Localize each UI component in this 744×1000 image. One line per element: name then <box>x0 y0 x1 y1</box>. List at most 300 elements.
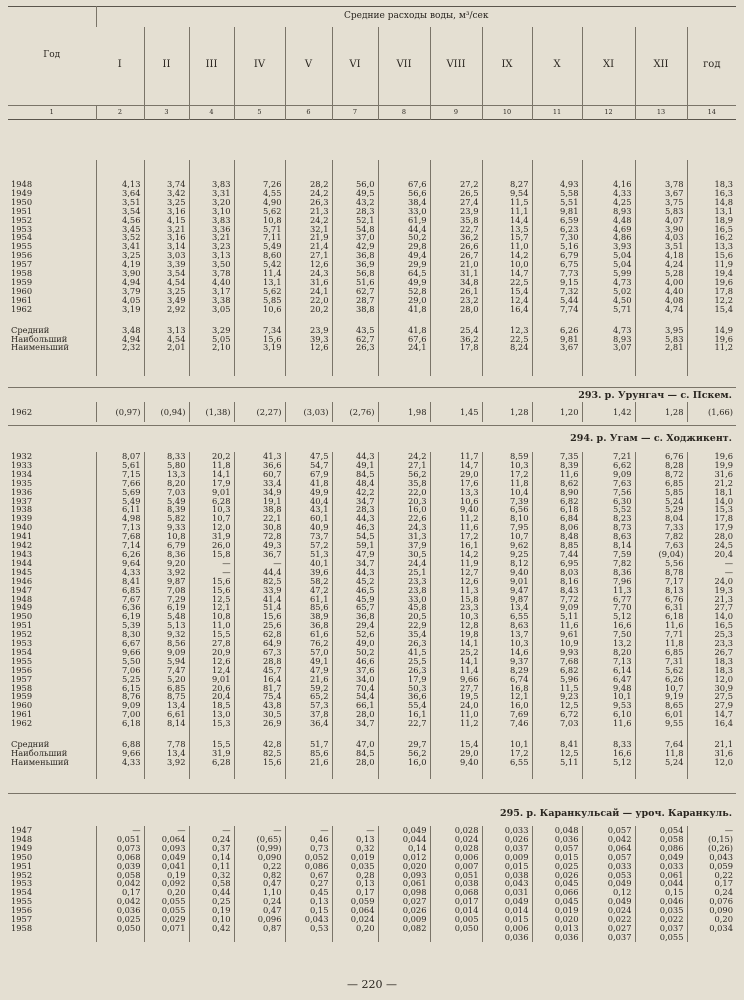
table-cell: 64,9 <box>234 639 285 648</box>
month-header: V <box>285 27 332 106</box>
table-cell: 5,80 <box>144 461 189 470</box>
table-cell: 15,4 <box>687 305 736 314</box>
column-number: 5 <box>234 105 285 119</box>
table-cell: (3,03) <box>285 402 332 422</box>
table-cell: 35,8 <box>430 216 482 225</box>
table-cell: 28,0 <box>430 305 482 314</box>
table-cell: — <box>234 826 285 835</box>
table-cell: 20,9 <box>189 648 234 657</box>
table-cell: 8,76 <box>96 692 144 701</box>
table-cell: 11,6 <box>532 621 582 630</box>
table-cell: 43,1 <box>285 505 332 514</box>
table-cell: 0,027 <box>378 897 430 906</box>
table-cell: 11,8 <box>635 639 687 648</box>
table-cell: 7,11 <box>234 233 285 242</box>
table-cell: 5,85 <box>635 488 687 497</box>
table-cell: 7,30 <box>532 233 582 242</box>
row-label: Наибольший <box>11 748 68 758</box>
table-cell: 9,53 <box>582 701 635 710</box>
table-cell: 19,1 <box>234 497 285 506</box>
table-cell: 14,0 <box>687 612 736 621</box>
table-cell: 50,3 <box>378 684 430 693</box>
table-cell: 44,4 <box>378 225 430 234</box>
row-label: 1932 <box>11 451 33 461</box>
table-cell: 56,6 <box>378 189 430 198</box>
table-cell: 14,7 <box>687 710 736 719</box>
row-label: 1950 <box>11 851 33 862</box>
table-cell: 12,5 <box>532 749 582 758</box>
table-cell: 31,6 <box>687 470 736 479</box>
table-cell: 3,67 <box>635 189 687 198</box>
table-cell: 12,6 <box>285 260 332 269</box>
table-cell: 22,1 <box>234 514 285 523</box>
row-label: 1951 <box>11 860 33 871</box>
table-cell: 0,038 <box>482 871 532 880</box>
table-cell: 16,4 <box>234 675 285 684</box>
table-cell: 61,1 <box>285 595 332 604</box>
table-cell: 0,014 <box>430 906 482 915</box>
table-cell: 13,2 <box>582 639 635 648</box>
table-cell: 0,071 <box>144 924 189 933</box>
table-cell: 9,66 <box>96 648 144 657</box>
table-cell: 7,33 <box>635 523 687 532</box>
table-cell: 4,48 <box>582 216 635 225</box>
table-cell: 3,51 <box>96 198 144 207</box>
table-cell: 26,1 <box>430 287 482 296</box>
table-cell: 31,1 <box>430 269 482 278</box>
table-cell <box>96 933 144 942</box>
table-cell: 0,036 <box>532 933 582 942</box>
table-cell: 0,47 <box>234 879 285 888</box>
table-cell: 3,78 <box>189 269 234 278</box>
table-cell: 23,2 <box>430 296 482 305</box>
table-cell: 10,7 <box>635 684 687 693</box>
table-cell: 5,11 <box>532 758 582 767</box>
table-cell: 9,15 <box>532 278 582 287</box>
table-cell: 27,2 <box>430 180 482 189</box>
row-label: 1934 <box>11 468 33 479</box>
row-label: 1935 <box>11 477 33 488</box>
table-cell: 0,098 <box>378 888 430 897</box>
table-cell: 26,3 <box>378 666 430 675</box>
table-cell: 10,0 <box>482 260 532 269</box>
table-cell: 9,40 <box>430 758 482 767</box>
table-cell: 8,33 <box>144 452 189 461</box>
table-cell: 36,8 <box>332 251 378 260</box>
table-cell: 17,2 <box>430 532 482 541</box>
table-cell: 6,30 <box>582 497 635 506</box>
table-cell: 1,10 <box>234 888 285 897</box>
table-cell: 8,14 <box>582 541 635 550</box>
table-cell: 8,93 <box>582 335 635 344</box>
table-cell: — <box>687 826 736 835</box>
table-cell: 0,044 <box>635 879 687 888</box>
row-label: 1948 <box>11 593 33 604</box>
table-cell: 0,096 <box>234 915 285 924</box>
table-cell: (0,99) <box>234 844 285 853</box>
table-cell: 7,08 <box>144 586 189 595</box>
table-cell: 8,73 <box>582 523 635 532</box>
table-cell: 40,1 <box>285 559 332 568</box>
table-cell: 12,0 <box>687 675 736 684</box>
table-cell: 17,9 <box>378 675 430 684</box>
row-label: 1958 <box>11 268 33 279</box>
table-cell: 3,74 <box>144 180 189 189</box>
column-number: 12 <box>582 105 635 119</box>
table-cell: 0,027 <box>582 924 635 933</box>
table-cell: 0,064 <box>582 844 635 853</box>
table-cell: 9,87 <box>482 595 532 604</box>
table-cell: 4,33 <box>96 568 144 577</box>
table-cell: 9,54 <box>482 189 532 198</box>
table-cell: 18,9 <box>687 216 736 225</box>
column-number: 4 <box>189 105 234 119</box>
table-cell: 9,01 <box>482 577 532 586</box>
table-cell: 7,34 <box>234 326 285 335</box>
table-cell: 37,9 <box>378 541 430 550</box>
table-cell: 9,87 <box>144 577 189 586</box>
table-cell: 6,36 <box>96 603 144 612</box>
table-cell: 4,08 <box>635 296 687 305</box>
table-cell: 28,0 <box>332 758 378 767</box>
table-cell <box>234 933 285 942</box>
table-cell: 8,36 <box>582 568 635 577</box>
table-cell: 7,47 <box>144 666 189 675</box>
table-cell: 12,5 <box>189 595 234 604</box>
table-cell: 5,20 <box>144 675 189 684</box>
table-cell: 12,1 <box>189 603 234 612</box>
table-cell: 0,22 <box>234 862 285 871</box>
table-cell: 36,6 <box>378 692 430 701</box>
table-cell: 2,81 <box>635 343 687 352</box>
table-cell: 11,8 <box>482 479 532 488</box>
table-cell: 5,39 <box>96 621 144 630</box>
table-cell: 9,40 <box>430 505 482 514</box>
row-label: 1955 <box>11 241 33 252</box>
table-cell: 11,9 <box>430 559 482 568</box>
table-cell: 11,6 <box>635 621 687 630</box>
table-cell: 36,2 <box>430 335 482 344</box>
table-cell: 1,28 <box>635 402 687 422</box>
table-cell: 16,5 <box>687 621 736 630</box>
table-cell: 6,14 <box>582 666 635 675</box>
table-cell: 26,3 <box>332 343 378 352</box>
table-cell: 0,25 <box>189 897 234 906</box>
table-cell: (1,66) <box>687 402 736 422</box>
table-cell: 0,005 <box>430 915 482 924</box>
table-cell: 0,58 <box>189 879 234 888</box>
table-cell: 8,12 <box>482 559 532 568</box>
table-cell: 15,6 <box>234 758 285 767</box>
table-cell: 64,5 <box>378 269 430 278</box>
table-cell: 12,2 <box>687 296 736 305</box>
table-cell: 37,0 <box>332 233 378 242</box>
table-cell: 47,5 <box>285 452 332 461</box>
table-cell: 46,5 <box>332 586 378 595</box>
table-cell: 9,61 <box>532 630 582 639</box>
table-cell: 42,2 <box>332 488 378 497</box>
table-cell: 10,3 <box>482 639 532 648</box>
table-cell: 16,0 <box>378 505 430 514</box>
table-cell: 52,6 <box>332 630 378 639</box>
table-cell: 6,26 <box>532 326 582 335</box>
table-cell: 0,026 <box>482 835 532 844</box>
table-cell: 29,0 <box>430 749 482 758</box>
row-label: 1960 <box>11 700 33 711</box>
table-cell: 12,3 <box>482 326 532 335</box>
table-row <box>8 402 736 422</box>
table-cell: 5,44 <box>532 296 582 305</box>
table-cell: 48,4 <box>332 479 378 488</box>
column-number: 10 <box>482 105 532 119</box>
table-cell: (0,65) <box>234 835 285 844</box>
row-label: 1948 <box>11 179 33 189</box>
table-cell: 47,2 <box>285 586 332 595</box>
table-cell: 12,6 <box>430 577 482 586</box>
table-cell: (0,97) <box>96 402 144 422</box>
table-cell: 7,00 <box>96 710 144 719</box>
table-cell: 0,048 <box>532 826 582 835</box>
table-cell: 10,6 <box>430 497 482 506</box>
table-cell: 60,1 <box>285 514 332 523</box>
table-cell: 36,9 <box>332 260 378 269</box>
table-cell: 19,4 <box>687 269 736 278</box>
table-cell: 5,12 <box>582 758 635 767</box>
table-cell: (2,27) <box>234 402 285 422</box>
table-cell: 0,024 <box>582 906 635 915</box>
table-cell: 24,3 <box>285 269 332 278</box>
table-cell: 31,9 <box>189 532 234 541</box>
table-cell: 4,56 <box>96 216 144 225</box>
table-cell: 0,033 <box>635 862 687 871</box>
table-cell: 47,0 <box>332 740 378 749</box>
table-cell: 38,8 <box>234 505 285 514</box>
row-label: 1950 <box>11 611 33 622</box>
table-cell: 8,65 <box>635 701 687 710</box>
table-cell: 3,41 <box>96 242 144 251</box>
table-cell: 44,3 <box>332 452 378 461</box>
table-cell: 8,43 <box>532 586 582 595</box>
row-label: 1955 <box>11 655 33 666</box>
table-cell: 4,07 <box>635 216 687 225</box>
table-cell: 0,19 <box>189 906 234 915</box>
table-cell: 5,69 <box>96 488 144 497</box>
table-cell: 34,7 <box>332 719 378 728</box>
table-cell: 5,49 <box>96 497 144 506</box>
table-cell: 19,5 <box>430 692 482 701</box>
table-cell: 0,038 <box>430 879 482 888</box>
table-cell: 65,2 <box>285 692 332 701</box>
row-label: 1961 <box>11 709 33 720</box>
table-cell: 16,4 <box>687 719 736 728</box>
table-cell: — <box>96 826 144 835</box>
table-cell: 4,54 <box>144 335 189 344</box>
table-cell: 14,1 <box>189 470 234 479</box>
table-cell: 9,09 <box>144 648 189 657</box>
table-cell: 11,2 <box>430 719 482 728</box>
table-cell: 6,82 <box>532 666 582 675</box>
table-cell: 11,4 <box>430 666 482 675</box>
table-cell: 5,02 <box>582 287 635 296</box>
table-cell: 5,85 <box>234 296 285 305</box>
table-cell: 7,03 <box>532 719 582 728</box>
table-cell: 8,03 <box>532 568 582 577</box>
table-cell: 6,95 <box>532 559 582 568</box>
table-cell: 9,01 <box>189 675 234 684</box>
table-cell: 15,4 <box>430 740 482 749</box>
table-cell: 21,1 <box>687 740 736 749</box>
table-cell: 2,10 <box>189 343 234 352</box>
table-cell: 4,05 <box>96 296 144 305</box>
table-cell: 57,0 <box>285 648 332 657</box>
table-cell: 38,8 <box>332 305 378 314</box>
table-cell: 6,28 <box>189 497 234 506</box>
table-cell: 0,24 <box>687 888 736 897</box>
table-cell: 0,043 <box>482 879 532 888</box>
table-cell: 6,11 <box>96 505 144 514</box>
table-cell: 6,62 <box>582 461 635 470</box>
table-cell: 8,72 <box>635 470 687 479</box>
table-cell: 36,8 <box>332 612 378 621</box>
row-label: 1957 <box>11 673 33 684</box>
table-cell: 9,23 <box>532 692 582 701</box>
table-cell: 27,5 <box>687 692 736 701</box>
table-cell: 6,10 <box>582 710 635 719</box>
table-cell: 6,74 <box>482 675 532 684</box>
table-cell: 5,24 <box>635 758 687 767</box>
table-cell: 3,90 <box>96 269 144 278</box>
table-cell: 26,3 <box>378 639 430 648</box>
table-cell: 26,7 <box>687 648 736 657</box>
row-label: 1947 <box>11 825 33 835</box>
table-cell: 11,0 <box>430 710 482 719</box>
table-cell: 19,3 <box>687 586 736 595</box>
table-cell: 6,76 <box>635 452 687 461</box>
table-cell: 0,47 <box>234 906 285 915</box>
table-row <box>8 343 736 352</box>
table-cell: 0,015 <box>482 915 532 924</box>
table-cell: 6,85 <box>96 586 144 595</box>
table-cell: 52,8 <box>378 287 430 296</box>
table-cell: 14,1 <box>430 657 482 666</box>
table-cell: 24,2 <box>285 189 332 198</box>
table-cell: 50,2 <box>332 648 378 657</box>
table-cell: 43,8 <box>234 701 285 710</box>
table-cell: 22,5 <box>482 278 532 287</box>
table-cell: 8,93 <box>582 207 635 216</box>
table-cell: 4,13 <box>96 180 144 189</box>
table-cell: 5,82 <box>144 514 189 523</box>
table-cell: 0,086 <box>285 862 332 871</box>
table-cell: 13,5 <box>482 225 532 234</box>
table-cell: — <box>234 559 285 568</box>
table-cell: 18,5 <box>189 701 234 710</box>
table-cell: 24,2 <box>378 452 430 461</box>
row-label: 1954 <box>11 646 33 657</box>
table-cell: 13,4 <box>482 603 532 612</box>
table-cell: 3,38 <box>189 296 234 305</box>
table-cell: 3,95 <box>635 326 687 335</box>
table-cell: 82,5 <box>234 577 285 586</box>
table-cell: 57,3 <box>285 701 332 710</box>
table-cell <box>332 933 378 942</box>
table-cell: 3,25 <box>144 287 189 296</box>
table-cell: 11,6 <box>532 470 582 479</box>
table-cell: 0,014 <box>482 906 532 915</box>
table-cell: 6,19 <box>144 603 189 612</box>
table-cell: 6,88 <box>96 740 144 749</box>
column-number: 2 <box>96 105 144 119</box>
table-cell: 9,01 <box>189 488 234 497</box>
table-cell: 25,6 <box>234 621 285 630</box>
table-cell: 24,1 <box>285 287 332 296</box>
row-label: Средний <box>11 324 50 335</box>
table-cell: 5,99 <box>582 269 635 278</box>
table-cell: 7,72 <box>532 595 582 604</box>
table-cell: 10,8 <box>189 612 234 621</box>
table-cell: 3,25 <box>144 198 189 207</box>
table-cell: 22,0 <box>285 296 332 305</box>
table-cell: 14,7 <box>430 461 482 470</box>
table-cell: 7,13 <box>582 657 635 666</box>
table-cell: 0,15 <box>285 906 332 915</box>
table-cell: 19,8 <box>430 630 482 639</box>
table-cell: 84,5 <box>332 470 378 479</box>
table-cell: 0,064 <box>332 906 378 915</box>
table-cell: 24,0 <box>687 577 736 586</box>
table-cell: 0,20 <box>687 915 736 924</box>
month-header: IV <box>234 27 285 106</box>
table-cell: 0,67 <box>285 871 332 880</box>
table-cell: 27,1 <box>378 461 430 470</box>
table-cell: 44,4 <box>234 568 285 577</box>
table-cell: 0,32 <box>332 844 378 853</box>
table-cell: 0,059 <box>332 897 378 906</box>
table-cell: 0,093 <box>144 844 189 853</box>
table-cell: 49,0 <box>332 639 378 648</box>
table-cell: 3,19 <box>234 343 285 352</box>
table-cell: 18,3 <box>687 666 736 675</box>
table-cell: 0,092 <box>144 879 189 888</box>
table-cell: 2,32 <box>96 343 144 352</box>
table-cell: 6,15 <box>96 684 144 693</box>
table-cell: 8,23 <box>582 514 635 523</box>
table-cell: 6,26 <box>635 675 687 684</box>
row-label: 1958 <box>11 922 33 933</box>
table-cell: 15,3 <box>687 505 736 514</box>
column-number: 7 <box>332 105 378 119</box>
table-cell: 4,19 <box>96 260 144 269</box>
month-header: VII <box>378 27 430 106</box>
table-cell: 13,1 <box>687 207 736 216</box>
table-cell: 3,07 <box>582 343 635 352</box>
table-cell: 3,39 <box>144 260 189 269</box>
month-header: III <box>189 27 234 106</box>
table-cell: 7,63 <box>635 541 687 550</box>
table-cell: 85,6 <box>285 749 332 758</box>
table-cell: 0,082 <box>378 924 430 933</box>
table-cell: 29,4 <box>332 621 378 630</box>
table-cell: 4,25 <box>582 198 635 207</box>
table-cell: 0,090 <box>234 853 285 862</box>
table-cell: 6,01 <box>635 710 687 719</box>
table-cell: 4,69 <box>582 225 635 234</box>
table-cell: 39,6 <box>285 568 332 577</box>
table-cell: 4,94 <box>96 335 144 344</box>
table-cell: 27,9 <box>687 701 736 710</box>
table-cell: 5,29 <box>635 505 687 514</box>
table-cell: 6,67 <box>96 639 144 648</box>
